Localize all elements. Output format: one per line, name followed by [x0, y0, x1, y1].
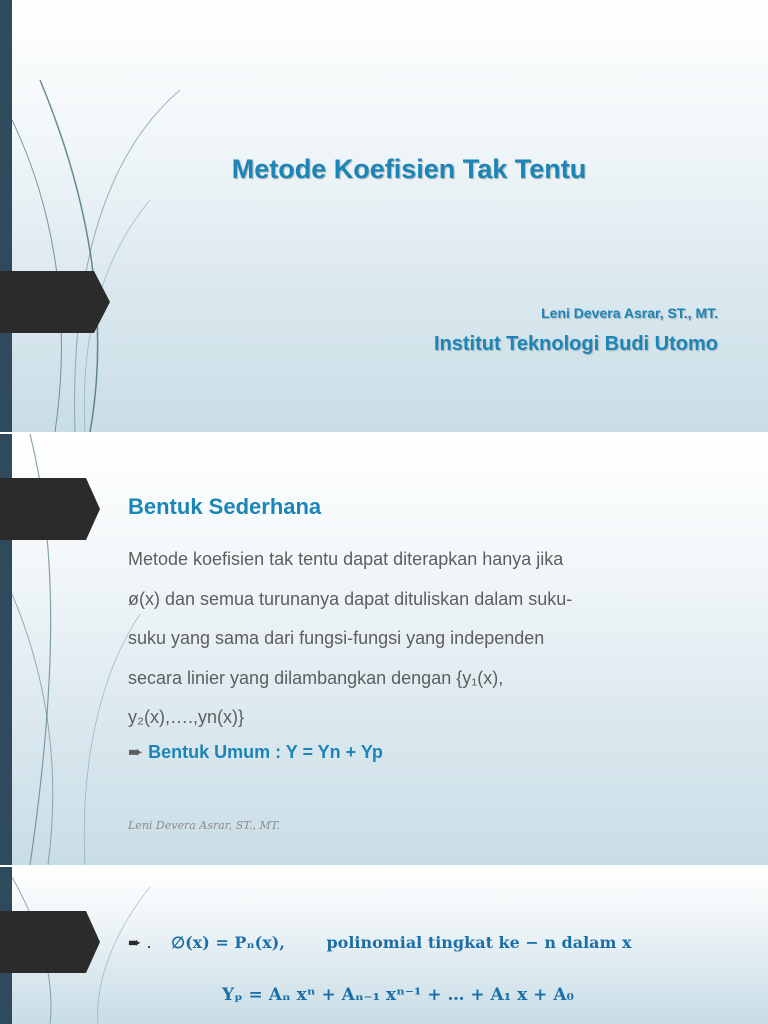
equation-phi: ∅(x) = Pₙ(x), [171, 933, 285, 952]
left-edge-bar [0, 0, 12, 432]
slide-tab-marker [0, 911, 110, 973]
slide-title [0, 0, 768, 432]
slide-tab-marker [0, 478, 110, 540]
presentation-title: Metode Koefisien Tak Tentu [231, 154, 587, 184]
equation-line-1 [128, 933, 632, 952]
body-paragraph [128, 540, 668, 738]
bullet-text: Bentuk Umum : Y = Yn + Yp [148, 742, 383, 762]
bullet-general-form [128, 742, 383, 763]
body-line: suku yang sama dari fungsi-fungsi yang independen [128, 628, 545, 648]
body-line: Metode koefisien tak tentu dapat diterapkan hanya jika [128, 549, 564, 569]
section-heading: Bentuk Sederhana [128, 494, 322, 519]
institution-name: Institut Teknologi Budi Utomo [433, 333, 718, 355]
arrow-bullet-icon: ➨ . [128, 933, 152, 952]
slide-bentuk-sederhana [0, 434, 768, 865]
author-name: Leni Devera Asrar, ST., MT. [541, 305, 718, 321]
body-line: ø(x) dan semua turunanya dapat dituliskan dalam suku- [128, 588, 573, 609]
arrow-bullet-icon: ➨ [128, 742, 144, 762]
slide-polinomial [0, 867, 768, 1024]
decorative-swoosh [0, 0, 768, 432]
body-line: y₂(x),….,yn(x)} [128, 707, 244, 727]
equation-note: polinomial tingkat ke − n dalam x [326, 933, 632, 952]
slide-footer: Leni Devera Asrar, ST., MT. [128, 819, 280, 832]
slide-tab-marker [0, 271, 110, 333]
body-line: secara linier yang dilambangkan dengan {y₁(x), [128, 667, 504, 688]
equation-line-2: Yₚ = Aₙ xⁿ + Aₙ₋₁ xⁿ⁻¹ + … + A₁ x + A₀ [222, 985, 574, 1005]
